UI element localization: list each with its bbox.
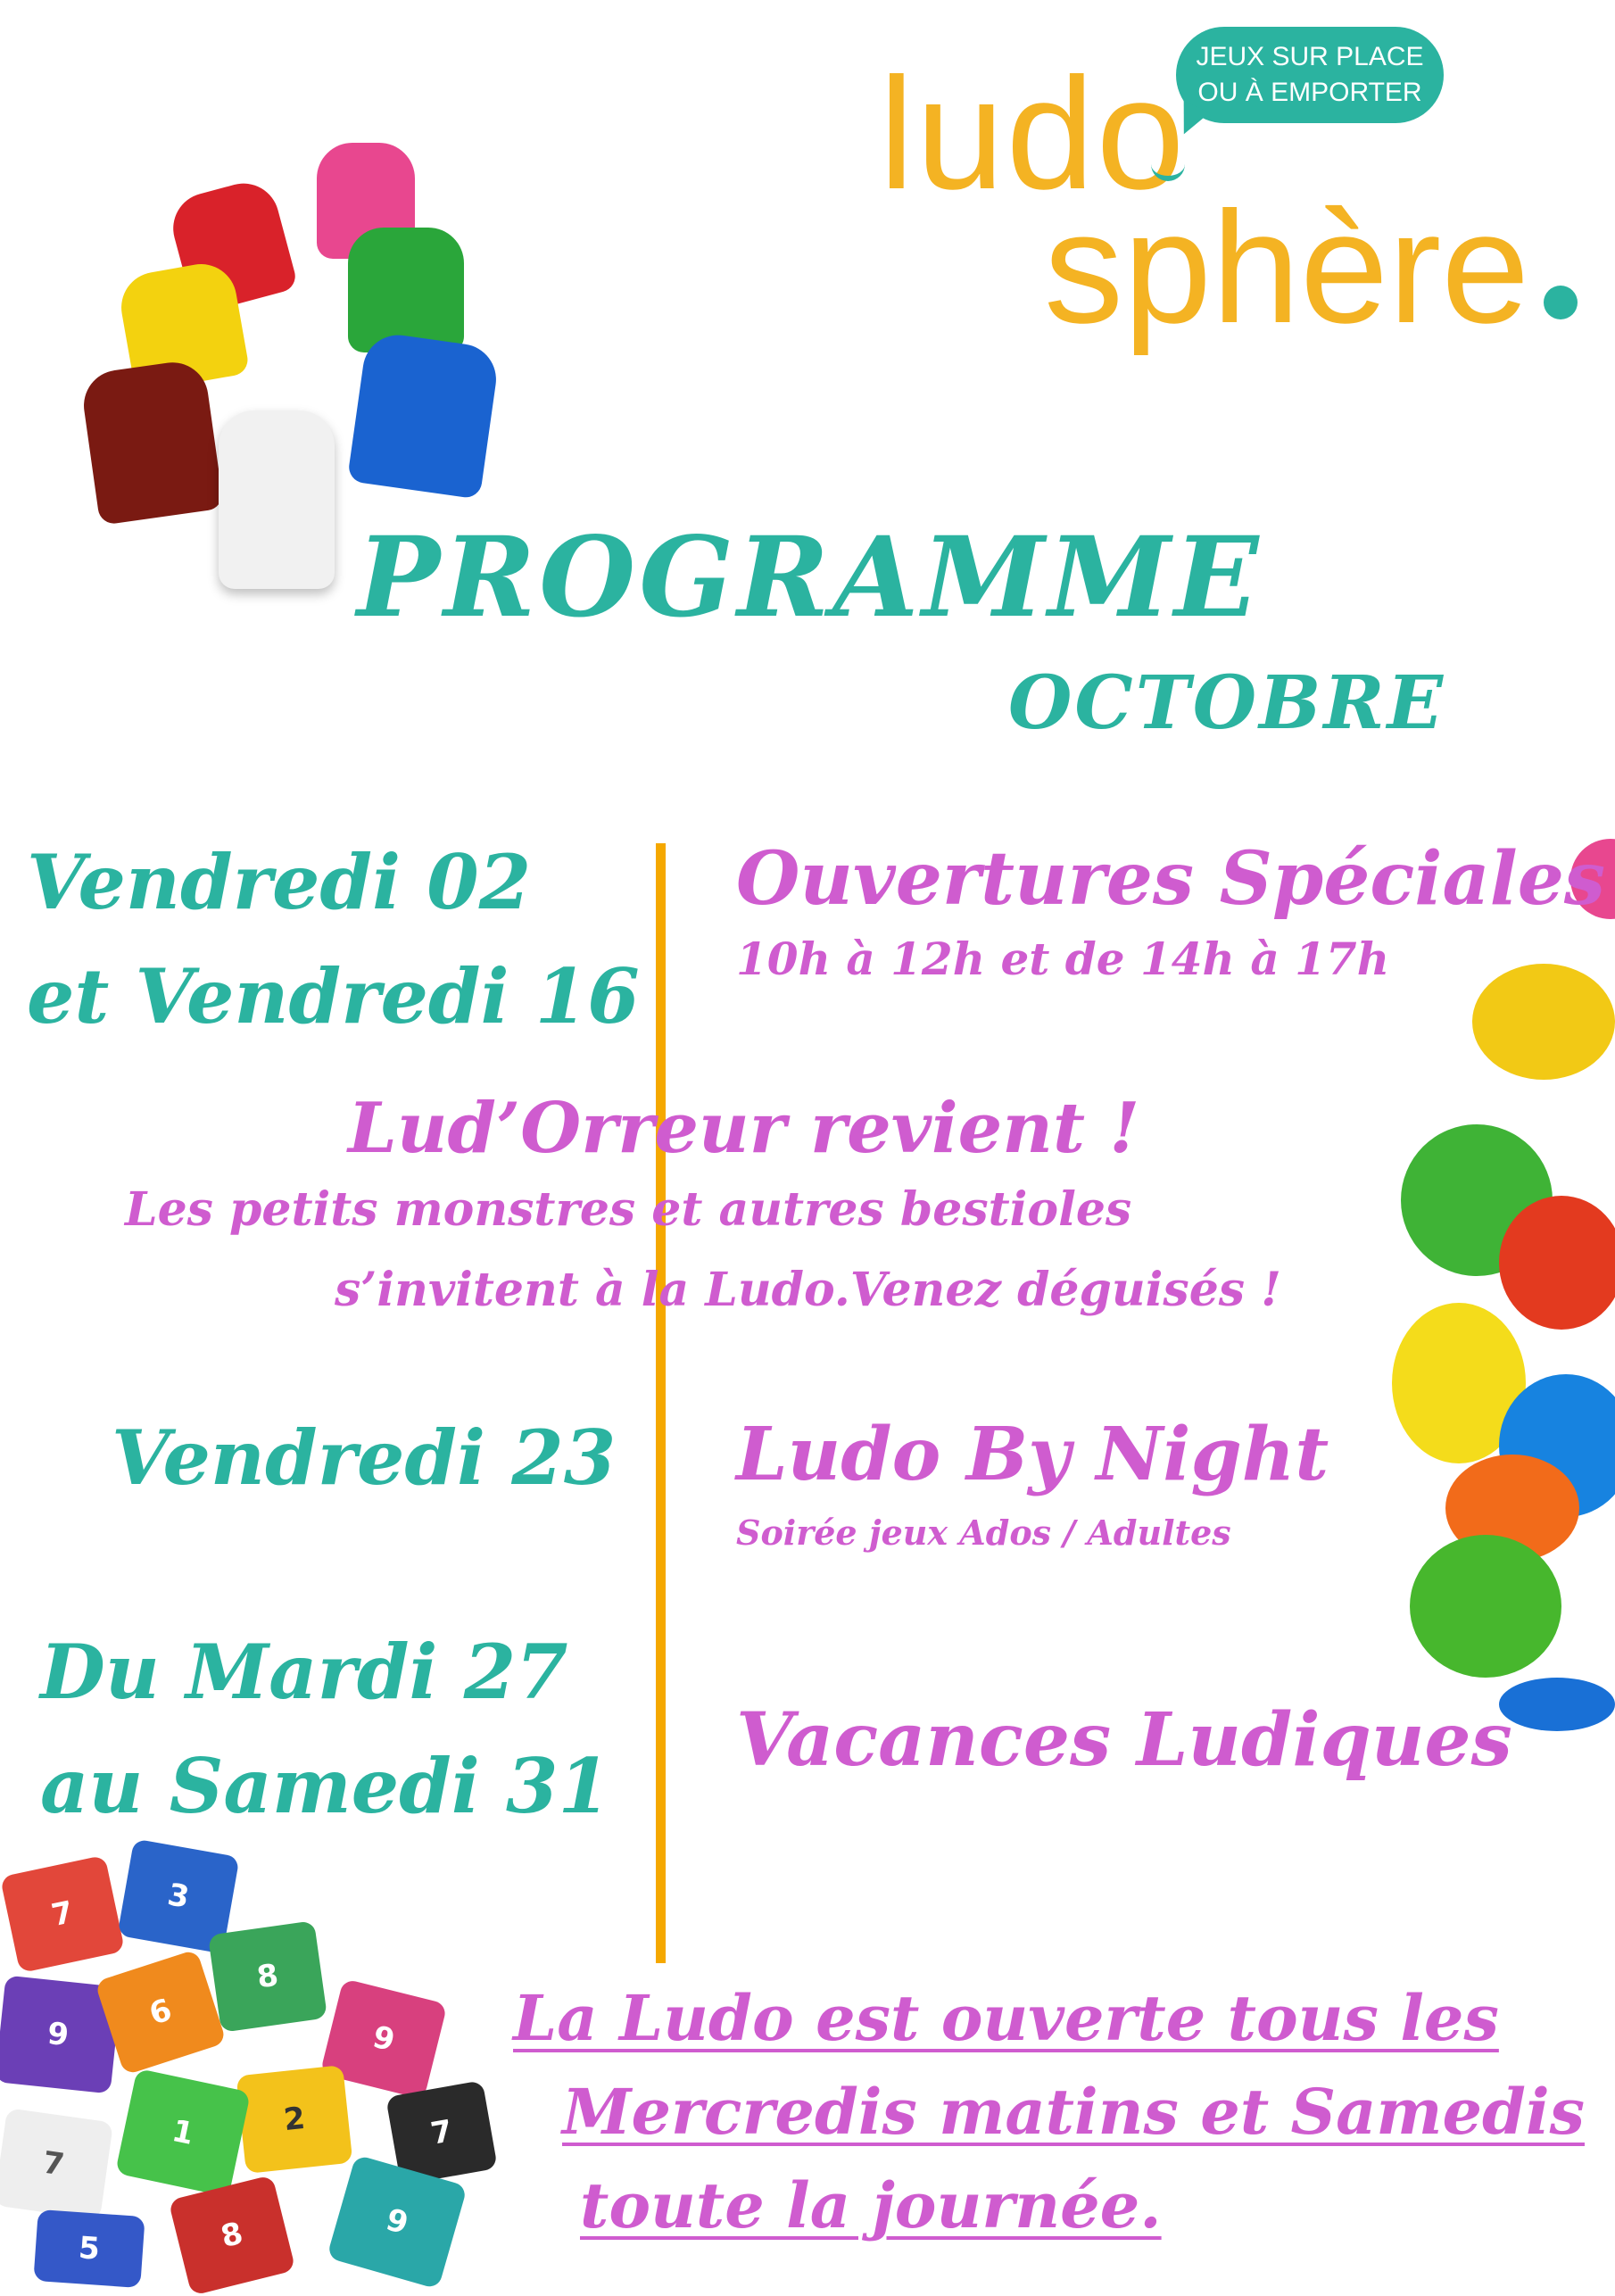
blue-meeple <box>347 330 501 499</box>
logo-dot <box>1544 286 1578 319</box>
bubble-line-2: OU À EMPORTER <box>1197 78 1422 107</box>
green-meeple <box>348 228 464 352</box>
vertical-divider <box>656 843 666 1963</box>
purple-die: 9 <box>0 1976 121 2094</box>
event-detail-2: Soirée jeux Ados / Adultes <box>736 1513 1231 1553</box>
logo-word-sphere: sphère <box>1044 178 1530 356</box>
highlight-line-1: Les petits monstres et autres bestioles <box>125 1182 1132 1237</box>
event-date-3-line-1: Du Mardi 27 <box>40 1628 568 1716</box>
black-die: 7 <box>385 2080 498 2185</box>
pink-die: 9 <box>319 1978 447 2100</box>
footer-line-3: toute la journée. <box>580 2168 1162 2242</box>
event-title-2: Ludo By Night <box>736 1412 1329 1497</box>
white-die: 7 <box>0 2108 113 2220</box>
red-pawn <box>1499 1196 1615 1330</box>
event-title-1: Ouvertures Spéciales <box>736 836 1606 922</box>
red-die-2: 8 <box>168 2175 295 2296</box>
yellow-pawn <box>1472 964 1615 1080</box>
event-date-1-line-2: et Vendredi 16 <box>27 952 640 1040</box>
event-date-3 <box>40 1615 610 1844</box>
blue-die-2: 5 <box>33 2209 145 2288</box>
pawns-image <box>1365 803 1615 1767</box>
red-die: 7 <box>0 1855 125 1974</box>
event-date-1-line-1: Vendredi 02 <box>27 838 532 926</box>
blue-die: 3 <box>117 1838 239 1953</box>
highlight-line-2: s’invitent à la Ludo.Venez déguisés ! <box>335 1263 1281 1317</box>
bubble-line-1: JEUX SUR PLACE <box>1196 42 1424 71</box>
yellow-die: 2 <box>236 2065 353 2174</box>
event-date-1 <box>27 825 640 1054</box>
orange-die: 6 <box>95 1949 227 2076</box>
footer-line-2: Mercredis matins et Samedis <box>562 2075 1585 2149</box>
green-die-2: 1 <box>115 2068 251 2197</box>
brown-meeple <box>79 358 224 526</box>
green-pawn-2 <box>1410 1535 1561 1678</box>
event-title-3: Vacances Ludiques <box>736 1697 1512 1783</box>
event-date-3-line-2: au Samedi 31 <box>40 1742 610 1830</box>
blue-pawn-2 <box>1499 1678 1615 1731</box>
green-die: 8 <box>208 1920 327 2033</box>
event-date-2 <box>112 1401 616 1515</box>
logo-word-ludo: ludo <box>879 45 1187 222</box>
dice-image <box>0 1847 553 2284</box>
white-meeple <box>219 410 335 589</box>
event-detail-1: 10h à 12h et de 14h à 17h <box>736 932 1390 985</box>
page-title: PROGRAMME <box>357 513 1263 642</box>
event-date-2-line-1: Vendredi 23 <box>112 1413 617 1502</box>
highlight-title: Lud’Orreur revient ! <box>348 1088 1140 1169</box>
logo-speech-bubble <box>1176 27 1444 123</box>
teal-die: 9 <box>327 2154 468 2289</box>
page-subtitle: OCTOBRE <box>1008 660 1446 746</box>
footer-line-1: La Ludo est ouverte tous les <box>513 1981 1499 2055</box>
